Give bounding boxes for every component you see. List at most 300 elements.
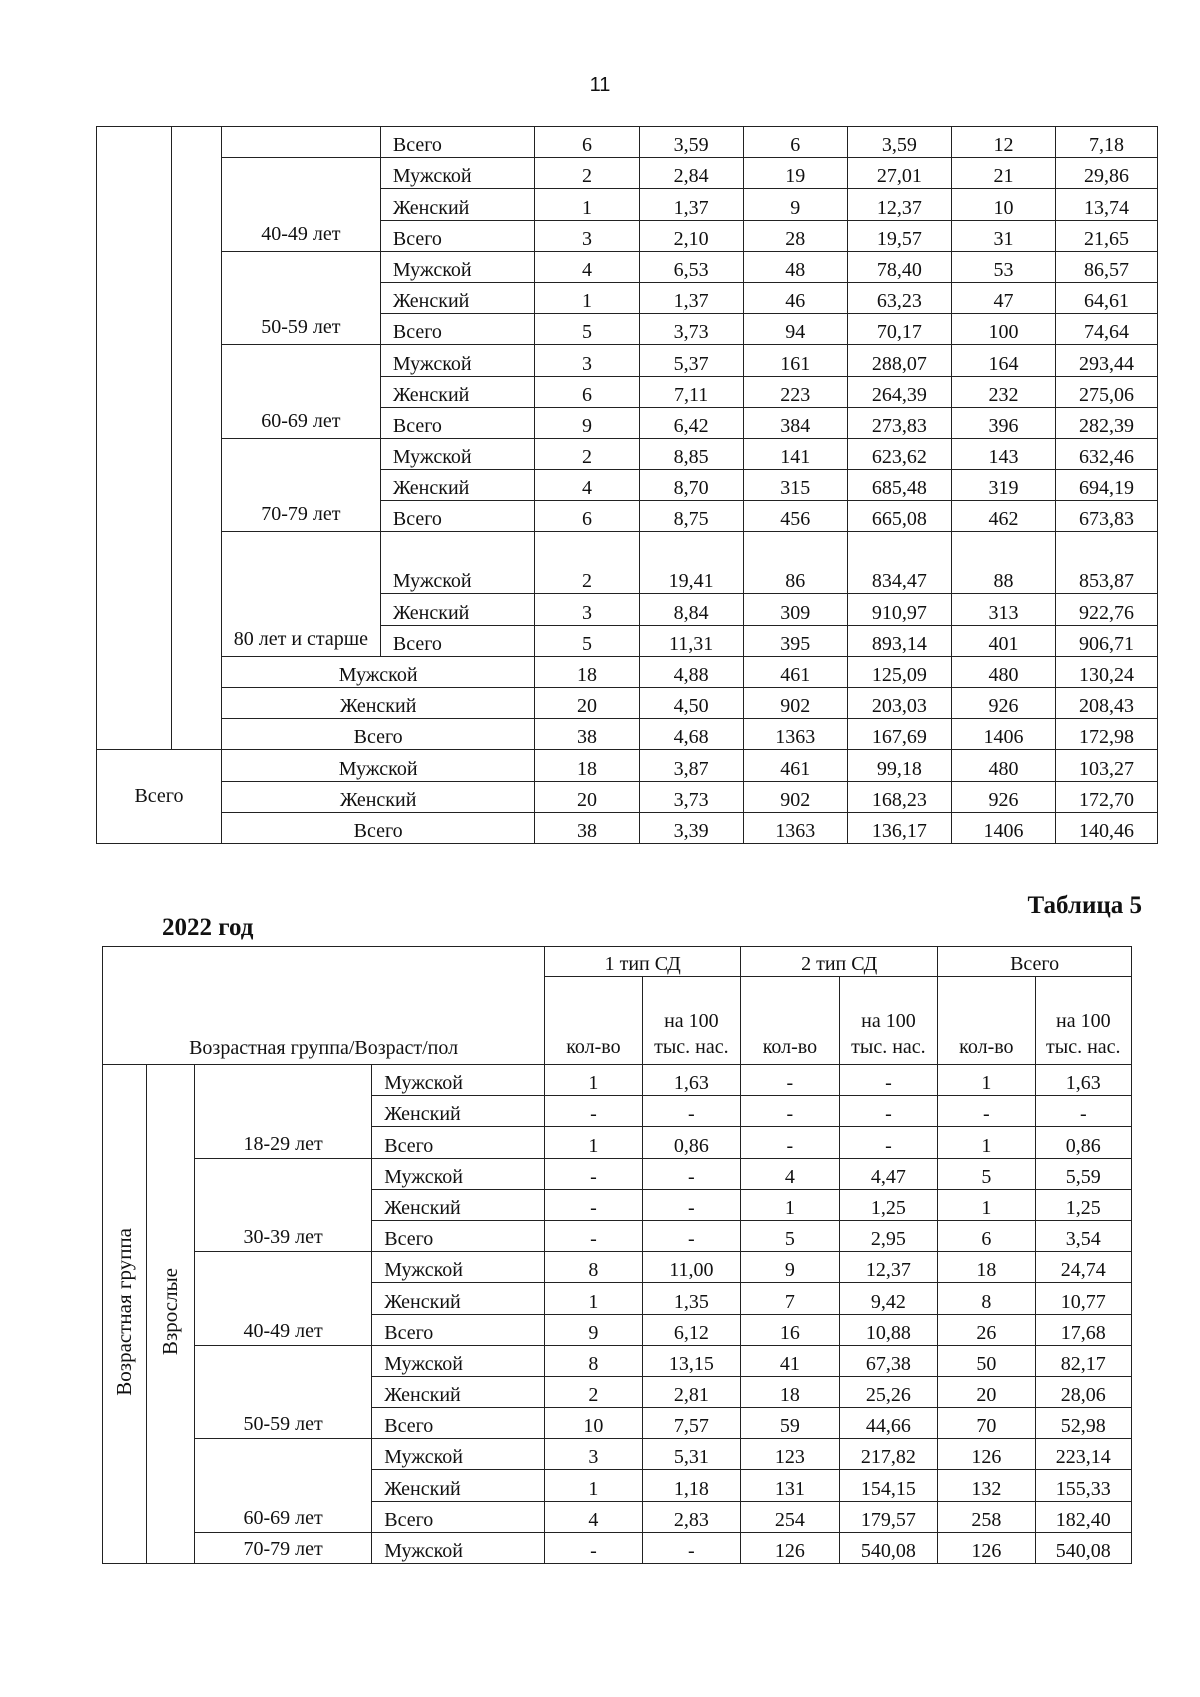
value-cell: 3,39 [639,812,743,843]
value-cell: 126 [741,1532,840,1563]
value-cell: 11,31 [639,625,743,656]
subtotal-row [97,656,1158,687]
header-rate: на 100 тыс. нас. [839,977,938,1065]
sex-label: Всего [372,1501,545,1532]
value-cell: 6,42 [639,407,743,438]
sex-label: Женский [372,1470,545,1501]
value-cell: 38 [535,812,639,843]
sex-label: Женский [372,1283,545,1314]
value-cell: 4 [545,1501,642,1532]
value-cell: 2,95 [839,1220,938,1251]
value-cell: 161 [743,345,847,376]
value-cell: 18 [535,656,639,687]
table-5 [102,946,1132,1564]
value-cell: 9 [545,1314,642,1345]
value-cell: - [938,1096,1035,1127]
value-cell: 8 [545,1345,642,1376]
sex-label: Женский [380,470,535,501]
sex-label: Всего [380,501,535,532]
value-cell: 694,19 [1056,470,1158,501]
age-group-label: 60-69 лет [221,345,380,439]
value-cell: - [839,1096,938,1127]
value-cell: 1 [545,1127,642,1158]
vertical-sub-label: Взрослые [157,1268,182,1356]
table-caption: Таблица 5 [1027,892,1142,919]
value-cell: 902 [743,781,847,812]
value-cell: 182,40 [1035,1501,1131,1532]
sex-label: Мужской [372,1158,545,1189]
sex-label: Мужской [380,532,535,594]
value-cell: 17,68 [1035,1314,1131,1345]
value-cell: 8,85 [639,438,743,469]
value-cell: - [545,1096,642,1127]
outer-group-cell [97,127,172,750]
value-cell: 4 [535,470,639,501]
value-cell: 8,84 [639,594,743,625]
value-cell: 140,46 [1056,812,1158,843]
value-cell: 395 [743,625,847,656]
age-cell [221,127,380,158]
value-cell: 6 [535,501,639,532]
value-cell: 8,75 [639,501,743,532]
table-row [103,1065,1132,1096]
subtotal-row [97,688,1158,719]
value-cell: 906,71 [1056,625,1158,656]
value-cell: 24,74 [1035,1252,1131,1283]
grand-total-sex: Всего [221,812,534,843]
value-cell: 1 [535,282,639,313]
value-cell: 10,88 [839,1314,938,1345]
value-cell: 9 [741,1252,840,1283]
sex-label: Мужской [380,158,535,189]
value-cell: 2 [535,158,639,189]
value-cell: 78,40 [847,251,951,282]
value-cell: 70 [938,1408,1035,1439]
value-cell: 7,18 [1056,127,1158,158]
value-cell: 94 [743,314,847,345]
value-cell: 7 [741,1283,840,1314]
table-row [97,251,1158,282]
value-cell: 9 [743,189,847,220]
value-cell: 1 [535,189,639,220]
value-cell: 1 [741,1189,840,1220]
value-cell: 275,06 [1056,376,1158,407]
value-cell: 20 [535,781,639,812]
value-cell: 136,17 [847,812,951,843]
value-cell: 27,01 [847,158,951,189]
value-cell: 264,39 [847,376,951,407]
value-cell: 63,23 [847,282,951,313]
value-cell: 834,47 [847,532,951,594]
value-cell: 28 [743,220,847,251]
sex-label: Женский [380,376,535,407]
value-cell: 74,64 [1056,314,1158,345]
value-cell: 922,76 [1056,594,1158,625]
value-cell: 16 [741,1314,840,1345]
value-cell: 1406 [951,719,1055,750]
subtotal-label: Всего [221,719,534,750]
value-cell: 540,08 [839,1532,938,1563]
value-cell: 2 [535,532,639,594]
value-cell: 4,88 [639,656,743,687]
value-cell: 64,61 [1056,282,1158,313]
value-cell: 179,57 [839,1501,938,1532]
value-cell: 28,06 [1035,1376,1131,1407]
value-cell: 88 [951,532,1055,594]
value-cell: 4,47 [839,1158,938,1189]
value-cell: 8 [938,1283,1035,1314]
age-group-label: 60-69 лет [194,1439,371,1533]
table-row [103,1158,1132,1189]
table-row [103,1345,1132,1376]
value-cell: 396 [951,407,1055,438]
value-cell: 53 [951,251,1055,282]
sex-label: Всего [372,1314,545,1345]
value-cell: 1 [545,1283,642,1314]
value-cell: 103,27 [1056,750,1158,781]
value-cell: 70,17 [847,314,951,345]
age-group-label: 50-59 лет [221,251,380,345]
value-cell: 1 [545,1065,642,1096]
value-cell: 461 [743,750,847,781]
value-cell: 6,53 [639,251,743,282]
year-caption: 2022 год [162,914,254,941]
value-cell: 2 [535,438,639,469]
value-cell: 7,11 [639,376,743,407]
value-cell: 59 [741,1408,840,1439]
sex-label: Всего [380,127,535,158]
value-cell: 130,24 [1056,656,1158,687]
value-cell: - [545,1158,642,1189]
value-cell: 20 [535,688,639,719]
value-cell: 273,83 [847,407,951,438]
vertical-group-cell [103,1065,147,1564]
value-cell: 2,10 [639,220,743,251]
value-cell: 11,00 [642,1252,741,1283]
value-cell: 3 [545,1439,642,1470]
table-row [103,1252,1132,1283]
value-cell: 19,41 [639,532,743,594]
value-cell: 29,86 [1056,158,1158,189]
sex-label: Женский [380,282,535,313]
value-cell: 12,37 [839,1252,938,1283]
value-cell: 19 [743,158,847,189]
value-cell: 623,62 [847,438,951,469]
value-cell: 254 [741,1501,840,1532]
value-cell: 315 [743,470,847,501]
value-cell: - [741,1096,840,1127]
value-cell: 3 [535,220,639,251]
value-cell: 141 [743,438,847,469]
sex-label: Мужской [372,1065,545,1096]
sex-label: Всего [372,1220,545,1251]
value-cell: - [545,1220,642,1251]
value-cell: 10,77 [1035,1283,1131,1314]
value-cell: 1,37 [639,189,743,220]
value-cell: 126 [938,1532,1035,1563]
header-type1: 1 тип СД [545,947,741,977]
sub-group-cell [171,127,221,750]
value-cell: 7,57 [642,1408,741,1439]
value-cell: - [839,1065,938,1096]
value-cell: - [642,1220,741,1251]
value-cell: 6 [938,1220,1035,1251]
value-cell: 3,59 [639,127,743,158]
value-cell: 3,73 [639,781,743,812]
value-cell: 154,15 [839,1470,938,1501]
value-cell: 3,54 [1035,1220,1131,1251]
value-cell: 168,23 [847,781,951,812]
value-cell: 25,26 [839,1376,938,1407]
table-row [97,532,1158,594]
sex-label: Мужской [372,1532,545,1563]
age-group-label: 40-49 лет [194,1252,371,1346]
value-cell: - [642,1189,741,1220]
value-cell: 203,03 [847,688,951,719]
sex-label: Всего [380,314,535,345]
subtotal-label: Женский [221,688,534,719]
value-cell: 1 [938,1189,1035,1220]
value-cell: 6,12 [642,1314,741,1345]
age-group-label: 40-49 лет [221,158,380,252]
age-group-label: 18-29 лет [194,1065,371,1159]
age-group-label: 50-59 лет [194,1345,371,1439]
value-cell: 52,98 [1035,1408,1131,1439]
sex-label: Мужской [380,345,535,376]
age-group-label: 80 лет и старше [221,532,380,656]
value-cell: 167,69 [847,719,951,750]
header-total: Всего [938,947,1132,977]
value-cell: 223,14 [1035,1439,1131,1470]
value-cell: 4 [535,251,639,282]
value-cell: 86,57 [1056,251,1158,282]
value-cell: 9 [535,407,639,438]
value-cell: 926 [951,688,1055,719]
header-rate: на 100 тыс. нас. [1035,977,1131,1065]
sex-label: Всего [372,1127,545,1158]
value-cell: 462 [951,501,1055,532]
value-cell: 99,18 [847,750,951,781]
value-cell: 13,74 [1056,189,1158,220]
table-row [97,345,1158,376]
grand-total-sex: Мужской [221,750,534,781]
value-cell: 853,87 [1056,532,1158,594]
value-cell: 12 [951,127,1055,158]
value-cell: 401 [951,625,1055,656]
value-cell: 5,31 [642,1439,741,1470]
value-cell: - [642,1158,741,1189]
value-cell: 632,46 [1056,438,1158,469]
value-cell: 3 [535,345,639,376]
sex-label: Мужской [380,251,535,282]
sex-label: Мужской [372,1252,545,1283]
value-cell: 4,50 [639,688,743,719]
value-cell: 131 [741,1470,840,1501]
value-cell: - [741,1065,840,1096]
table-row [97,127,1158,158]
value-cell: 1363 [743,719,847,750]
value-cell: 673,83 [1056,501,1158,532]
table-row [103,1532,1132,1563]
value-cell: 1 [938,1127,1035,1158]
value-cell: 20 [938,1376,1035,1407]
value-cell: 8 [545,1252,642,1283]
value-cell: 480 [951,656,1055,687]
value-cell: 18 [938,1252,1035,1283]
value-cell: 26 [938,1314,1035,1345]
value-cell: 456 [743,501,847,532]
value-cell: 10 [951,189,1055,220]
sex-label: Женский [380,189,535,220]
header-rate: на 100 тыс. нас. [642,977,741,1065]
sex-label: Женский [372,1189,545,1220]
value-cell: 893,14 [847,625,951,656]
value-cell: 5 [741,1220,840,1251]
sex-label: Всего [380,220,535,251]
value-cell: 293,44 [1056,345,1158,376]
header-type2: 2 тип СД [741,947,938,977]
value-cell: 384 [743,407,847,438]
sex-label: Всего [380,407,535,438]
age-group-label: 70-79 лет [194,1532,371,1563]
value-cell: 19,57 [847,220,951,251]
value-cell: 5,59 [1035,1158,1131,1189]
sex-label: Всего [372,1408,545,1439]
value-cell: 9,42 [839,1283,938,1314]
value-cell: 5 [938,1158,1035,1189]
sex-label: Женский [380,594,535,625]
value-cell: 288,07 [847,345,951,376]
value-cell: 67,38 [839,1345,938,1376]
sex-label: Женский [372,1376,545,1407]
value-cell: 1 [938,1065,1035,1096]
value-cell: 1,25 [1035,1189,1131,1220]
value-cell: - [1035,1096,1131,1127]
value-cell: 480 [951,750,1055,781]
header-count: кол-во [545,977,642,1065]
value-cell: 258 [938,1501,1035,1532]
value-cell: 13,15 [642,1345,741,1376]
value-cell: 82,17 [1035,1345,1131,1376]
grand-total-sex: Женский [221,781,534,812]
value-cell: 0,86 [642,1127,741,1158]
subtotal-label: Мужской [221,656,534,687]
value-cell: 172,70 [1056,781,1158,812]
value-cell: 8,70 [639,470,743,501]
value-cell: 47 [951,282,1055,313]
table-row [103,1439,1132,1470]
grand-total-row [97,750,1158,781]
value-cell: 41 [741,1345,840,1376]
value-cell: 461 [743,656,847,687]
value-cell: 6 [743,127,847,158]
sex-label: Всего [380,625,535,656]
table-row [97,438,1158,469]
grand-total-label: Всего [97,750,222,844]
value-cell: - [642,1096,741,1127]
value-cell: 3 [535,594,639,625]
value-cell: 100 [951,314,1055,345]
value-cell: 223 [743,376,847,407]
value-cell: - [741,1127,840,1158]
value-cell: 0,86 [1035,1127,1131,1158]
value-cell: 86 [743,532,847,594]
value-cell: 123 [741,1439,840,1470]
value-cell: 2 [545,1376,642,1407]
subtotal-row [97,719,1158,750]
age-group-label: 30-39 лет [194,1158,371,1252]
value-cell: 2,81 [642,1376,741,1407]
value-cell: 46 [743,282,847,313]
age-group-label: 70-79 лет [221,438,380,532]
value-cell: 6 [535,127,639,158]
grand-total-row [97,781,1158,812]
header-count: кол-во [741,977,840,1065]
value-cell: 910,97 [847,594,951,625]
header-count: кол-во [938,977,1035,1065]
value-cell: 1,63 [642,1065,741,1096]
value-cell: - [839,1127,938,1158]
value-cell: 5 [535,314,639,345]
value-cell: 10 [545,1408,642,1439]
value-cell: 1406 [951,812,1055,843]
value-cell: 1,63 [1035,1065,1131,1096]
value-cell: 1,25 [839,1189,938,1220]
value-cell: 3,59 [847,127,951,158]
value-cell: 50 [938,1345,1035,1376]
vertical-sub-cell [146,1065,194,1564]
value-cell: 132 [938,1470,1035,1501]
vertical-group-label: Возрастная группа [111,1228,136,1396]
value-cell: 540,08 [1035,1532,1131,1563]
header-group-label: Возрастная группа/Возраст/пол [103,947,545,1065]
value-cell: 164 [951,345,1055,376]
value-cell: 2,83 [642,1501,741,1532]
sex-label: Мужской [372,1345,545,1376]
value-cell: 5,37 [639,345,743,376]
value-cell: 12,37 [847,189,951,220]
value-cell: 309 [743,594,847,625]
value-cell: 18 [535,750,639,781]
value-cell: 18 [741,1376,840,1407]
value-cell: 6 [535,376,639,407]
value-cell: 217,82 [839,1439,938,1470]
value-cell: 155,33 [1035,1470,1131,1501]
value-cell: 902 [743,688,847,719]
value-cell: 38 [535,719,639,750]
value-cell: 3,73 [639,314,743,345]
value-cell: 1,37 [639,282,743,313]
value-cell: 665,08 [847,501,951,532]
grand-total-row [97,812,1158,843]
value-cell: - [642,1532,741,1563]
value-cell: 2,84 [639,158,743,189]
value-cell: 1363 [743,812,847,843]
value-cell: 3,87 [639,750,743,781]
value-cell: - [545,1532,642,1563]
value-cell: 31 [951,220,1055,251]
table-continued [96,126,1158,844]
value-cell: 172,98 [1056,719,1158,750]
value-cell: 48 [743,251,847,282]
value-cell: 208,43 [1056,688,1158,719]
header-row-1 [103,947,1132,977]
sex-label: Мужской [380,438,535,469]
value-cell: 5 [535,625,639,656]
value-cell: 4 [741,1158,840,1189]
value-cell: 126 [938,1439,1035,1470]
value-cell: 1,35 [642,1283,741,1314]
